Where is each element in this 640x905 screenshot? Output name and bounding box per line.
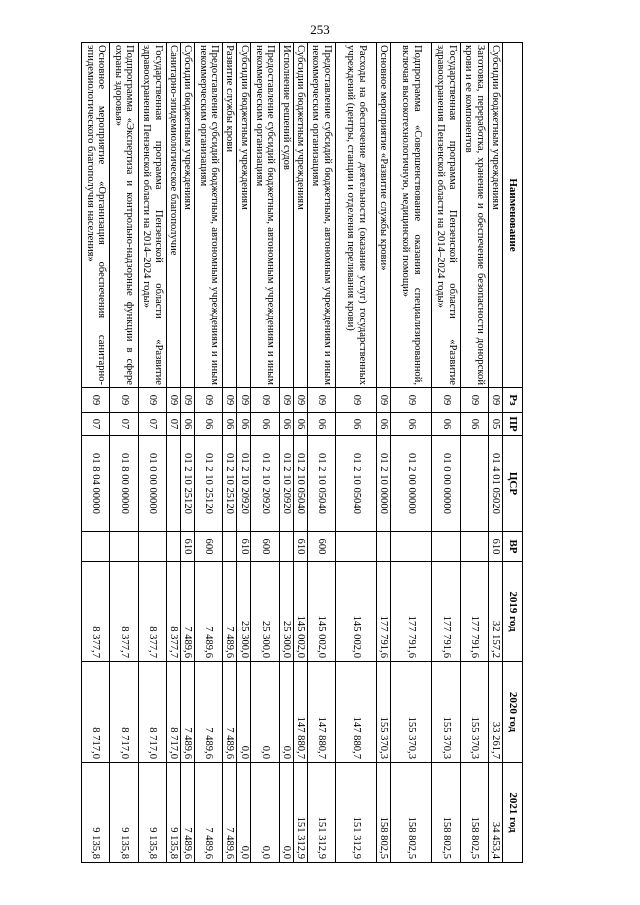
table-row (460, 43, 488, 863)
cell-name: Предоставление субсидий бюджетным, автономным учреждениям и иным некоммерческим организациям (194, 43, 222, 388)
cell-name: Подпрограмма «Совершенствование оказания специализированной, включая высокотехнологичную, медицинской помощи» (391, 43, 432, 388)
cell-y2021: 34 453,4 (488, 763, 502, 863)
cell-vr: 600 (251, 532, 279, 562)
cell-rz: 09 (251, 388, 279, 413)
cell-y2020: 8 717,0 (166, 662, 180, 763)
table-row (432, 43, 460, 863)
cell-csr: 01 2 00 00000 (391, 436, 432, 532)
cell-pr: 06 (180, 413, 194, 436)
cell-pr: 06 (460, 413, 488, 436)
cell-y2021: 151 312,9 (335, 763, 376, 863)
header-csr: ЦСР (503, 436, 523, 532)
cell-y2020: 155 370,3 (432, 662, 460, 763)
cell-csr: 01 2 10 20920 (279, 436, 293, 532)
cell-y2020: 0,0 (279, 662, 293, 763)
cell-y2020: 8 717,0 (138, 662, 166, 763)
cell-y2020: 147 880,7 (307, 662, 335, 763)
cell-vr: 610 (180, 532, 194, 562)
page-number: 253 (310, 22, 330, 37)
cell-vr: 600 (307, 532, 335, 562)
cell-pr: 05 (488, 413, 502, 436)
cell-y2019: 145 002,0 (307, 562, 335, 662)
cell-rz: 09 (307, 388, 335, 413)
cell-rz: 09 (110, 388, 138, 413)
cell-y2020: 147 880,7 (335, 662, 376, 763)
cell-csr: 01 2 10 05040 (307, 436, 335, 532)
table-row (279, 43, 293, 863)
cell-y2021: 0,0 (237, 763, 251, 863)
table-body (82, 43, 503, 863)
cell-pr: 07 (138, 413, 166, 436)
cell-rz: 09 (335, 388, 376, 413)
cell-rz: 09 (194, 388, 222, 413)
cell-rz: 09 (279, 388, 293, 413)
cell-name: Субсидии бюджетным учреждениям (180, 43, 194, 388)
cell-name: Основное мероприятие «Развитие службы крови» (377, 43, 391, 388)
cell-y2019: 25 300,0 (251, 562, 279, 662)
cell-y2021: 7 489,6 (180, 763, 194, 863)
cell-y2019: 8 377,7 (166, 562, 180, 662)
cell-rz: 09 (223, 388, 237, 413)
cell-rz: 09 (377, 388, 391, 413)
cell-vr (279, 532, 293, 562)
cell-csr: 01 2 10 20920 (237, 436, 251, 532)
cell-y2019: 8 377,7 (110, 562, 138, 662)
table-row (82, 43, 110, 863)
cell-y2020: 7 489,6 (180, 662, 194, 763)
table-row (223, 43, 237, 863)
cell-pr: 06 (251, 413, 279, 436)
cell-name: Предоставление субсидий бюджетным, автономным учреждениям и иным некоммерческим организациям (251, 43, 279, 388)
cell-vr (377, 532, 391, 562)
table-row (293, 43, 307, 863)
cell-y2021: 9 135,8 (82, 763, 110, 863)
cell-y2019: 32 157,2 (488, 562, 502, 662)
table-row (138, 43, 166, 863)
table-row (251, 43, 279, 863)
cell-name: Подпрограмма «Экспертиза и контрольно-надзорные функции в сфере охраны здоровья» (110, 43, 138, 388)
cell-pr: 06 (335, 413, 376, 436)
cell-y2020: 0,0 (251, 662, 279, 763)
cell-vr (391, 532, 432, 562)
cell-vr (110, 532, 138, 562)
cell-csr: 01 8 04 00000 (82, 436, 110, 532)
table-row (335, 43, 376, 863)
cell-y2021: 158 802,5 (377, 763, 391, 863)
cell-y2019: 177 791,6 (432, 562, 460, 662)
header-2019: 2019 год (503, 562, 523, 662)
cell-y2020: 8 717,0 (82, 662, 110, 763)
table-row (488, 43, 502, 863)
cell-rz: 09 (460, 388, 488, 413)
cell-rz: 09 (82, 388, 110, 413)
cell-name: Заготовка, переработка, хранение и обеспечение безопасности донорской крови и ее компонентов (460, 43, 488, 388)
cell-vr: 600 (194, 532, 222, 562)
table-row (391, 43, 432, 863)
cell-y2019: 8 377,7 (82, 562, 110, 662)
table-row (237, 43, 251, 863)
cell-rz: 09 (391, 388, 432, 413)
cell-y2020: 33 261,7 (488, 662, 502, 763)
header-vr: ВР (503, 532, 523, 562)
cell-pr: 06 (237, 413, 251, 436)
cell-y2020: 7 489,6 (223, 662, 237, 763)
cell-y2019: 7 489,6 (180, 562, 194, 662)
cell-csr: 01 2 10 05040 (293, 436, 307, 532)
cell-y2021: 9 135,8 (166, 763, 180, 863)
header-pr: ПР (503, 413, 523, 436)
cell-pr: 06 (194, 413, 222, 436)
cell-y2020: 0,0 (237, 662, 251, 763)
header-2020: 2020 год (503, 662, 523, 763)
cell-y2020: 155 370,3 (377, 662, 391, 763)
cell-pr: 06 (223, 413, 237, 436)
cell-y2020: 155 370,3 (391, 662, 432, 763)
cell-pr: 07 (82, 413, 110, 436)
table-row (166, 43, 180, 863)
cell-pr: 06 (432, 413, 460, 436)
cell-y2021: 158 802,5 (460, 763, 488, 863)
cell-csr: 01 0 00 00000 (138, 436, 166, 532)
cell-y2021: 151 312,9 (293, 763, 307, 863)
cell-y2019: 7 489,6 (194, 562, 222, 662)
cell-y2019: 177 791,6 (460, 562, 488, 662)
cell-name: Субсидии бюджетным учреждениям (293, 43, 307, 388)
cell-vr: 610 (488, 532, 502, 562)
cell-y2021: 9 135,8 (138, 763, 166, 863)
cell-y2019: 7 489,6 (223, 562, 237, 662)
cell-pr: 06 (293, 413, 307, 436)
cell-csr (460, 436, 488, 532)
cell-vr (82, 532, 110, 562)
cell-csr (166, 436, 180, 532)
cell-name: Расходы на обеспечение деятельности (оказание услуг) государственных учреждений (центры, станции и отделения переливания крови) (335, 43, 376, 388)
cell-y2021: 151 312,9 (307, 763, 335, 863)
cell-csr: 01 0 00 00000 (432, 436, 460, 532)
cell-rz: 09 (432, 388, 460, 413)
cell-csr: 01 2 10 20920 (251, 436, 279, 532)
cell-y2020: 147 880,7 (293, 662, 307, 763)
cell-csr: 01 2 10 25120 (180, 436, 194, 532)
cell-name: Исполнение решений судов (279, 43, 293, 388)
cell-pr: 06 (377, 413, 391, 436)
cell-csr: 01 2 10 25120 (223, 436, 237, 532)
cell-y2019: 177 791,6 (377, 562, 391, 662)
cell-vr: 610 (237, 532, 251, 562)
cell-y2019: 145 002,0 (335, 562, 376, 662)
cell-csr: 01 2 10 05040 (335, 436, 376, 532)
cell-csr: 01 2 10 25120 (194, 436, 222, 532)
table-row (110, 43, 138, 863)
table-row (307, 43, 335, 863)
cell-y2021: 9 135,8 (110, 763, 138, 863)
cell-y2021: 0,0 (251, 763, 279, 863)
cell-name: Субсидии бюджетным учреждениям (237, 43, 251, 388)
cell-y2019: 25 300,0 (237, 562, 251, 662)
header-2021: 2021 год (503, 763, 523, 863)
cell-vr (460, 532, 488, 562)
cell-csr: 01 8 00 00000 (110, 436, 138, 532)
cell-name: Субсидии бюджетным учреждениям (488, 43, 502, 388)
cell-csr: 01 2 10 00000 (377, 436, 391, 532)
cell-y2020: 7 489,6 (194, 662, 222, 763)
cell-vr (432, 532, 460, 562)
cell-y2019: 8 377,7 (138, 562, 166, 662)
cell-name: Государственная программа Пензенской области «Развитие здравоохранения Пензенской области на 2014–2024 годы» (432, 43, 460, 388)
cell-name: Развитие службы крови (223, 43, 237, 388)
header-name: Наименование (503, 43, 523, 388)
cell-rz: 09 (293, 388, 307, 413)
cell-pr: 07 (110, 413, 138, 436)
cell-y2021: 7 489,6 (223, 763, 237, 863)
cell-rz: 09 (166, 388, 180, 413)
cell-rz: 09 (237, 388, 251, 413)
cell-vr: 610 (293, 532, 307, 562)
table-row (377, 43, 391, 863)
cell-y2019: 25 300,0 (279, 562, 293, 662)
cell-y2021: 158 802,5 (391, 763, 432, 863)
cell-name: Государственная программа Пензенской области «Развитие здравоохранения Пензенской области на 2014–2024 годы» (138, 43, 166, 388)
budget-table (81, 42, 523, 863)
cell-csr: 01 4 01 05020 (488, 436, 502, 532)
table-row (194, 43, 222, 863)
cell-y2021: 158 802,5 (432, 763, 460, 863)
cell-vr (166, 532, 180, 562)
cell-rz: 09 (138, 388, 166, 413)
cell-pr: 06 (307, 413, 335, 436)
cell-name: Основное мероприятие «Организация обеспечения санитарно-эпидемиологического благополучия населения» (82, 43, 110, 388)
table-header-row (503, 43, 523, 863)
cell-y2019: 145 002,0 (293, 562, 307, 662)
cell-name: Предоставление субсидий бюджетным, автономным учреждениям и иным некоммерческим организациям (307, 43, 335, 388)
cell-vr (335, 532, 376, 562)
cell-rz: 09 (488, 388, 502, 413)
cell-pr: 06 (391, 413, 432, 436)
rotated-table-container (81, 42, 523, 862)
cell-vr (138, 532, 166, 562)
cell-y2021: 7 489,6 (194, 763, 222, 863)
cell-y2021: 0,0 (279, 763, 293, 863)
cell-y2020: 155 370,3 (460, 662, 488, 763)
table-row (180, 43, 194, 863)
cell-pr: 07 (166, 413, 180, 436)
cell-y2020: 8 717,0 (110, 662, 138, 763)
header-rz: Рз (503, 388, 523, 413)
cell-rz: 09 (180, 388, 194, 413)
cell-pr: 06 (279, 413, 293, 436)
cell-name: Санитарно-эпидемиологическое благополучие (166, 43, 180, 388)
cell-y2019: 177 791,6 (391, 562, 432, 662)
cell-vr (223, 532, 237, 562)
